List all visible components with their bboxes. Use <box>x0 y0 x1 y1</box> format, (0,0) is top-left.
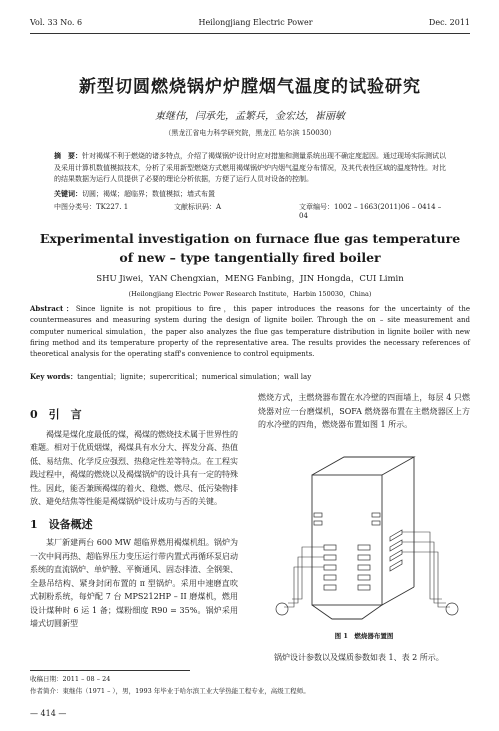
authors-cn: 東继伟，闫承先，孟繁兵，金宏达，崔丽敏 <box>155 111 345 122</box>
keywords-en <box>30 372 470 382</box>
title-cn: 新型切圆燃烧锅炉炉膛烟气温度的试验研究 <box>79 77 421 97</box>
running-head-volume: Vol. 33 No. 6 <box>30 18 83 27</box>
furnace-top-face <box>312 457 414 475</box>
abstract-en-text: Since lignite is not propitious to fire，this paper introduces the reasons for the uncertainty of the countermeasures and measuring system during the design of lignite boiler. Through the on – site measurement and computer numerical simulation，the paper also analyzes the flue gas temperature distribution in lignite boiler with new firing method and its temperature property of the representative area. The results provides the necessary references of theoretical analysis for the operating staff's convenience to control equipments. <box>30 305 470 359</box>
right-column-text <box>258 391 470 432</box>
furnace-hopper <box>312 605 382 619</box>
title-en <box>30 229 470 267</box>
side-wall-burners <box>390 530 402 571</box>
running-head-journal: Heilongjiang Electric Power <box>198 18 313 27</box>
footnote-rule <box>30 670 190 671</box>
abstract-en-label: Abstract： <box>30 304 76 313</box>
furnace-front-wall <box>312 475 382 605</box>
abstract-cn-label: 摘 要： <box>54 151 82 160</box>
furnace-bottom-edge <box>382 587 414 605</box>
keywords-cn <box>54 189 446 199</box>
abstract-en <box>30 303 470 360</box>
article-meta <box>54 202 446 220</box>
keywords-cn-label: 关键词： <box>54 189 82 198</box>
authors-en: SHU Jiwei，YAN Chengxian，MENG Fanbing，JIN Hongda，CUI Limin <box>96 274 404 284</box>
article-number: 文章编号：1002 – 1663(2011)06 – 0414 – 04 <box>299 203 442 220</box>
left-column <box>30 408 238 631</box>
title-en-line1: Experimental investigation on furnace flue gas temperature <box>39 231 461 246</box>
section-0-paragraph: 褐煤是煤化度最低的煤，褐煤的燃烧技术属于世界性的难题。相对于优质烟煤，褐煤具有水分大、挥发分高、热值低、易结焦、化学反应强烈、热稳定性差等特点。在工程实践过程中，褐煤的燃烧以及褐煤锅炉的设计具有一定的特殊性。因此，能否兼顾褐煤的着火、稳燃、燃尽、低污染物排放、避免结焦等性能是褐煤锅炉设计成功与否的关键。 <box>30 429 238 506</box>
keywords-cn-text: 切圆；褐煤；超临界；数值模拟；墙式布置 <box>82 190 215 198</box>
keywords-en-text: tangential；lignite；supercritical；numerical simulation；wall lay <box>77 373 312 381</box>
figure-burner-arrangement <box>262 449 464 621</box>
clc-number: 中图分类号：TK227. 1 <box>54 203 129 211</box>
keywords-en-label: Key words： <box>30 372 78 381</box>
abstract-cn <box>54 150 446 186</box>
affiliation-cn: （黑龙江省电力科学研究院，黑龙江 哈尔滨 150030） <box>164 129 336 137</box>
section-1-paragraph: 某厂新建两台 600 MW 超临界燃用褐煤机组。锅炉为一次中间再热、超临界压力变压运行带内置式再循环泵启动系统的直流锅炉、单炉膛、平衡通风、固态排渣、全钢架、全悬吊结构、紧身封闭布置的 π 型锅炉。采用中速磨直吹式制粉系统，每炉配 7 台 MPS212HP – II 磨煤机，燃用设计煤种时 6 运 1 备；煤粉细度 R90 = 35%。锅炉采用墙式切圆新型 <box>30 538 238 628</box>
footnote-received: 收稿日期：2011 – 08 – 24 <box>30 675 111 683</box>
section-1-heading: 1 设备概述 <box>30 517 93 531</box>
running-head <box>30 18 470 32</box>
footnote-author-bio: 作者简介：東继伟（1971 – ），男，1993 年毕业于哈尔滨工业大学热能工程专业，高级工程师。 <box>30 687 310 695</box>
right-column-after-figure: 锅炉设计参数以及煤质参数如表 1、表 2 所示。 <box>274 653 444 662</box>
document-code: 文献标识码：A <box>174 203 222 211</box>
affiliation-en: (Heilongjiang Electric Power Research Institute，Harbin 150030，China) <box>128 290 372 298</box>
sofa-burners <box>314 513 380 525</box>
coal-feed-pipes <box>284 532 450 607</box>
header-rule <box>30 33 470 34</box>
figure-caption: 图 1 燃烧器布置图 <box>334 632 394 640</box>
page-number: — 414 — <box>30 709 67 718</box>
main-burner-rows <box>324 545 370 590</box>
running-head-date: Dec. 2011 <box>428 18 470 27</box>
title-en-line2: of new – type tangentially fired boiler <box>119 250 381 265</box>
right-column-paragraph: 燃烧方式，主燃烧器布置在水冷壁的四面墙上，每层 4 只燃烧器对应一台磨煤机，SOFA 燃烧器布置在主燃烧器区上方的水冷壁的四角，燃烧器布置如图 1 所示。 <box>258 393 470 429</box>
abstract-cn-text: 针对褐煤不利于燃烧的诸多特点，介绍了褐煤锅炉设计时应对措施和测量系统出现不确定度起因。通过现场实际测试以及采用计算机数值模拟技术，分析了采用新型燃烧方式燃用褐煤锅炉炉内烟气温度分布情况，及其代表性区域的温度特性。对比的结果数据为运行人员提供了必要的理论分析依据，方便了运行人员对设备的控制。 <box>54 152 446 183</box>
section-0-heading: 0 引 言 <box>30 408 82 421</box>
